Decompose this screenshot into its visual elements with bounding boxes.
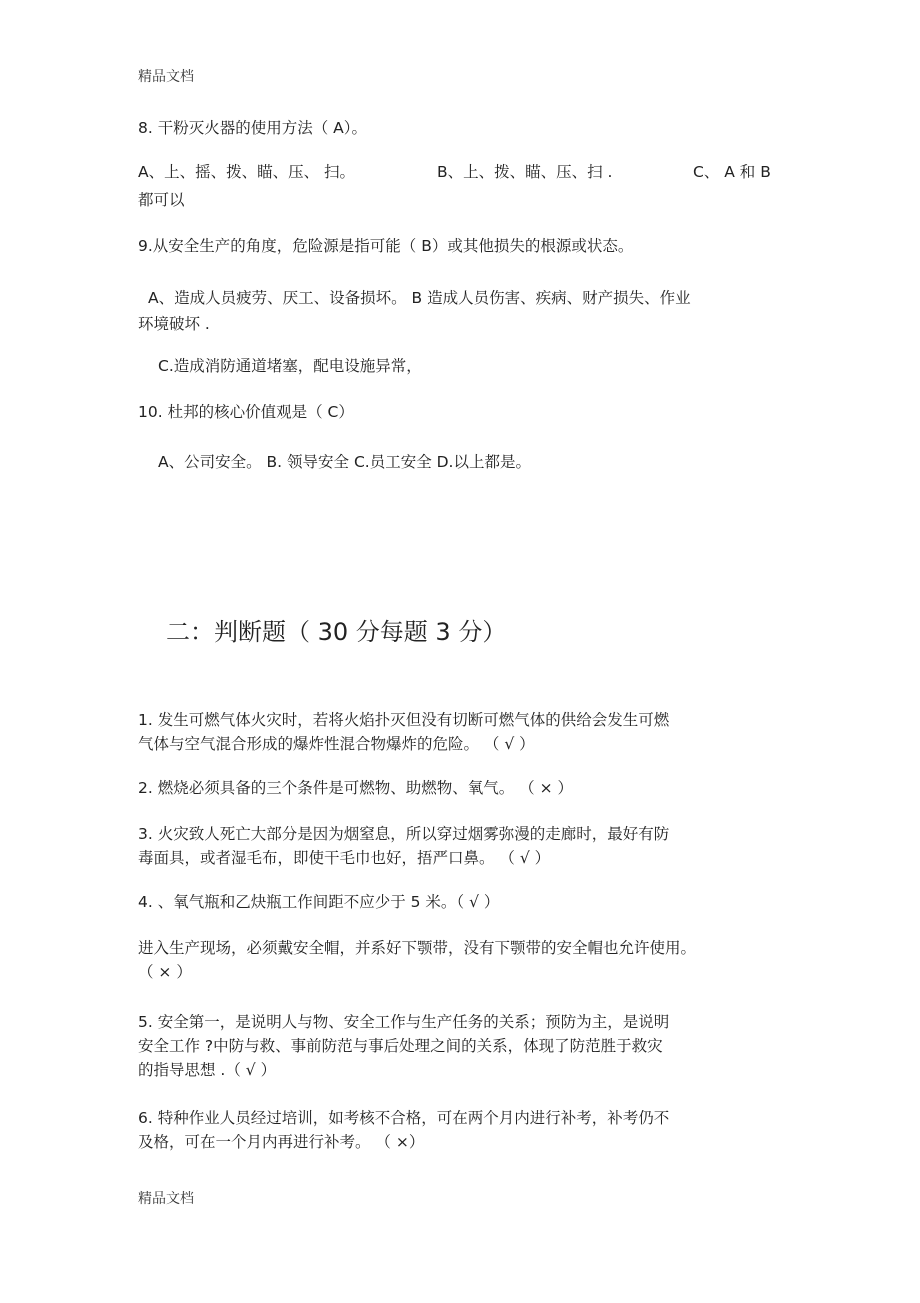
question-9-option-c: C.造成消防通道堵塞，配电设施异常， (158, 357, 422, 375)
tf-question-unnumbered-line2: （ × ） (138, 963, 192, 981)
tf-question-5-line1: 5. 安全第一，是说明人与物、安全工作与生产任务的关系；预防为主，是说明 (138, 1013, 670, 1031)
question-10-stem: 10. 杜邦的核心价值观是（ C） (138, 403, 354, 421)
question-9-stem: 9.从安全生产的角度，危险源是指可能（ B）或其他损失的根源或状态。 (138, 237, 634, 255)
question-8-option-a: A、上、摇、拨、瞄、压、 扫。 (138, 163, 356, 181)
question-9-options-ab-line2: 环境破坏 . (138, 315, 210, 333)
tf-question-6-line1: 6. 特种作业人员经过培训，如考核不合格，可在两个月内进行补考，补考仍不 (138, 1109, 670, 1127)
tf-question-unnumbered-line1: 进入生产现场，必须戴安全帽，并系好下颚带，没有下颚带的安全帽也允许使用。 (138, 939, 697, 957)
question-8-option-b: B、上、拨、瞄、压、扫 . (437, 163, 613, 181)
section-title-true-false: 二：判断题（ 30 分每题 3 分） (166, 618, 507, 646)
question-8-option-c: C、 A 和 B (693, 163, 771, 181)
question-10-options: A、公司安全。 B. 领导安全 C.员工安全 D.以上都是。 (158, 453, 531, 471)
tf-question-1-line2: 气体与空气混合形成的爆炸性混合物爆炸的危险。 （ √ ） (138, 735, 535, 753)
tf-question-5-line3: 的指导思想 .（ √ ） (138, 1061, 277, 1079)
page-header: 精品文档 (138, 69, 194, 85)
tf-question-2-line1: 2. 燃烧必须具备的三个条件是可燃物、助燃物、氧气。 （ × ） (138, 779, 573, 797)
page-footer: 精品文档 (138, 1191, 194, 1207)
tf-question-5-line2: 安全工作 ?中防与救、事前防范与事后处理之间的关系，体现了防范胜于救灾 (138, 1037, 663, 1055)
tf-question-3-line1: 3. 火灾致人死亡大部分是因为烟窒息，所以穿过烟雾弥漫的走廊时，最好有防 (138, 825, 670, 843)
tf-question-4-line1: 4. 、氧气瓶和乙炔瓶工作间距不应少于 5 米。（ √ ） (138, 893, 500, 911)
tf-question-3-line2: 毒面具，或者湿毛布，即使干毛巾也好，捂严口鼻。 （ √ ） (138, 849, 551, 867)
question-8-stem: 8. 干粉灭火器的使用方法（ A）。 (138, 119, 367, 137)
question-8-option-c-continued: 都可以 (138, 191, 185, 209)
tf-question-6-line2: 及格，可在一个月内再进行补考。 （ ×） (138, 1133, 425, 1151)
tf-question-1-line1: 1. 发生可燃气体火灾时，若将火焰扑灭但没有切断可燃气体的供给会发生可燃 (138, 711, 670, 729)
question-9-options-ab-line1: A、造成人员疲劳、厌工、设备损坏。 B 造成人员伤害、疾病、财产损失、作业 (148, 289, 691, 307)
